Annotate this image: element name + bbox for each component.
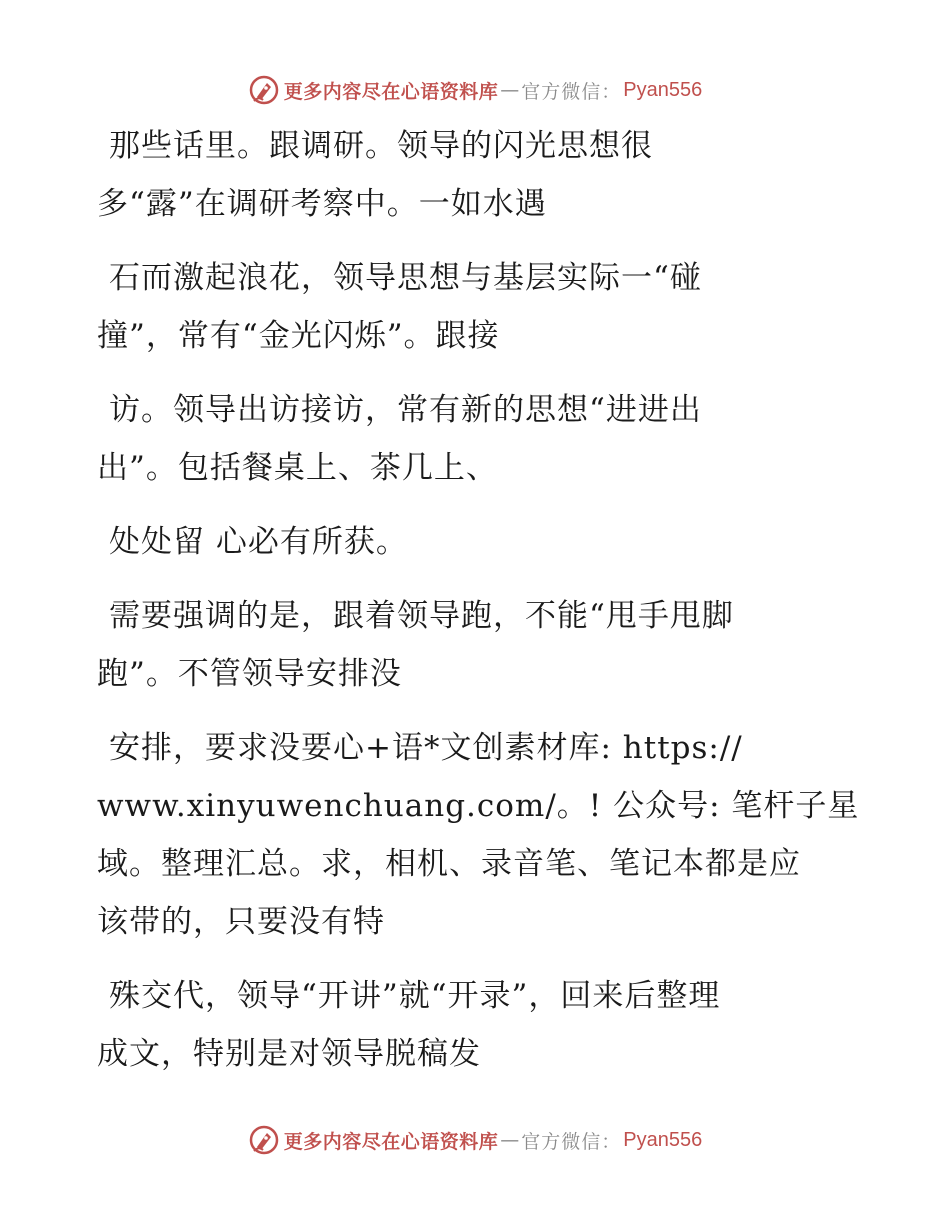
text-line: 跑”。不管领导安排没 <box>97 656 402 692</box>
text-line: 撞”，常有“金光闪烁”。跟接 <box>97 318 500 354</box>
text-line: 成文，特别是对领导脱稿发 <box>97 1036 481 1072</box>
header-brand: 更多内容尽在心语资料库 <box>283 80 499 103</box>
text-line: 处处留 心必有所获。 <box>109 524 408 560</box>
header-banner <box>0 70 950 110</box>
document-body <box>97 117 860 1083</box>
header-wechat-label: 官方微信： <box>521 80 622 103</box>
pen-logo-icon <box>248 74 280 106</box>
text-line: 出”。包括餐桌上、茶几上、 <box>97 450 498 486</box>
text-line: 那些话里。跟调研。领导的闪光思想很 <box>109 128 653 164</box>
text-line: www.xinyuwenchuang.com/。! 公众号: 笔杆子星 <box>97 788 860 824</box>
footer-brand: 更多内容尽在心语资料库 <box>283 1130 499 1153</box>
text-line: 殊交代，领导“开讲”就“开录”，回来后整理 <box>109 978 721 1014</box>
text-line: 域。整理汇总。求，相机、录音笔、笔记本都是应 <box>97 846 801 882</box>
footer-banner <box>0 1120 950 1160</box>
footer-wechat-label: 官方微信： <box>521 1130 622 1153</box>
text-line: 该带的，只要没有特 <box>97 904 385 940</box>
text-line: 需要强调的是，跟着领导跑，不能“甩手甩脚 <box>109 598 734 634</box>
text-line: 访。领导出访接访，常有新的思想“进进出 <box>109 392 702 428</box>
header-dash: — <box>500 79 520 101</box>
header-wechat-id: Pyan556 <box>623 78 703 101</box>
text-line: 安排，要求没要心+语*文创素材库: https:// <box>109 730 743 766</box>
footer-dash: — <box>500 1129 520 1151</box>
text-line: 石而激起浪花，领导思想与基层实际一“碰 <box>109 260 702 296</box>
text-line: 多“露”在调研考察中。一如水遇 <box>97 186 547 222</box>
footer-wechat-id: Pyan556 <box>623 1128 703 1151</box>
pen-logo-icon <box>248 1124 280 1156</box>
